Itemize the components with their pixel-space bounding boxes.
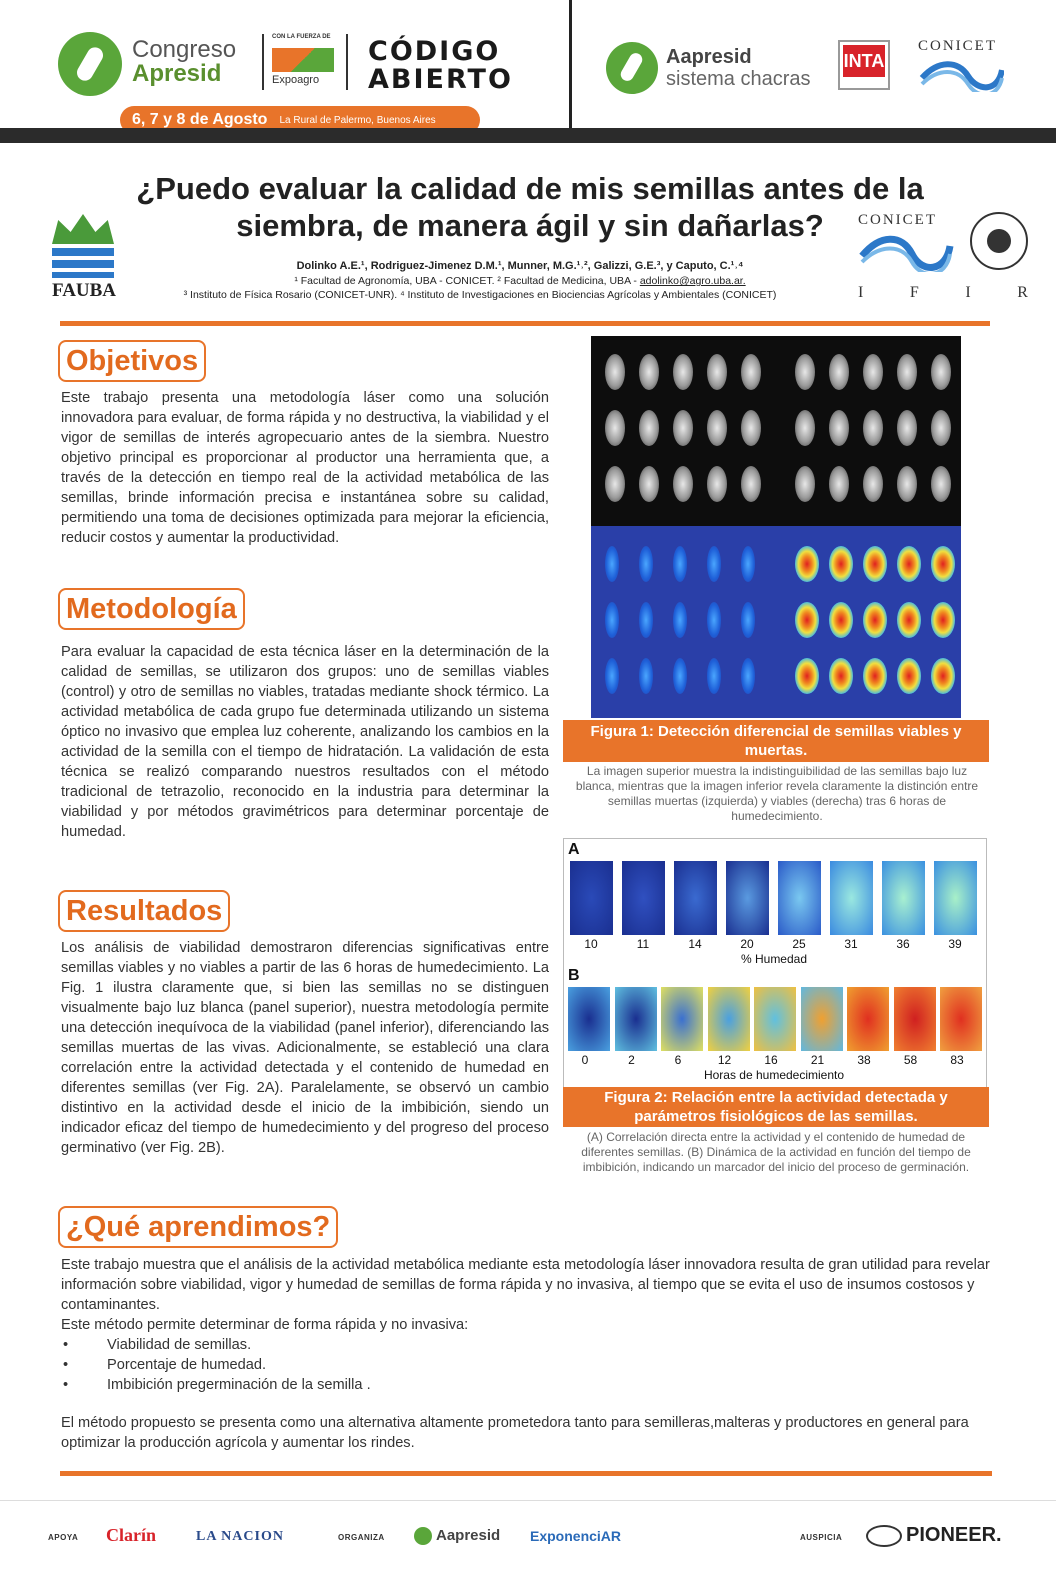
objetivos-heading: Objetivos: [58, 340, 206, 382]
seed-image: [795, 466, 815, 502]
codigo-line1: CÓDIGO: [368, 36, 501, 67]
apoya-label: APOYA: [48, 1533, 79, 1542]
viable-seed-laser: [863, 546, 887, 582]
imbibition-tile: [940, 987, 982, 1051]
aapresid-chacras-title: [666, 46, 811, 90]
seed-image: [863, 466, 883, 502]
fauba-logo: [52, 214, 116, 300]
imbibition-tile: [894, 987, 936, 1051]
aapresid-line1: Aapresid: [666, 46, 752, 68]
figure2-a-tick-label: 36: [896, 937, 910, 951]
viable-seed-laser: [897, 546, 921, 582]
dead-seed-laser: [673, 602, 687, 638]
dead-seed-laser: [605, 658, 619, 694]
conicet-wave-icon: [918, 58, 1004, 92]
seed-image: [829, 354, 849, 390]
imbibition-tile: [568, 987, 610, 1051]
viable-seed-laser: [863, 658, 887, 694]
unr-seal-icon: [970, 212, 1028, 270]
seed-image: [897, 466, 917, 502]
figure2-b-tick-label: 38: [857, 1053, 871, 1067]
dead-seed-laser: [639, 658, 653, 694]
viable-seed-laser: [931, 546, 955, 582]
organiza-label: ORGANIZA: [338, 1533, 385, 1542]
humidity-tile: [622, 861, 665, 935]
congreso-title: [132, 38, 236, 86]
seed-image: [605, 354, 625, 390]
figure2-b-tick-label: 6: [674, 1053, 682, 1067]
dead-seed-laser: [605, 602, 619, 638]
list-item: • Imbibición pregerminación de la semilla .: [61, 1375, 661, 1395]
metodologia-heading: Metodología: [58, 588, 245, 630]
dead-seed-laser: [673, 658, 687, 694]
header-divider: [262, 34, 264, 90]
conicet-logo-label: CONICET: [858, 212, 937, 228]
imbibition-tile: [754, 987, 796, 1051]
humidity-tile: [830, 861, 873, 935]
seed-image: [707, 354, 727, 390]
imbibition-tile: [615, 987, 657, 1051]
dead-seed-laser: [707, 546, 721, 582]
title-line2: siembra, de manera ágil y sin dañarlas?: [236, 208, 824, 243]
congreso-line2: Apresid: [132, 60, 222, 87]
figure1-laser-panel: [591, 526, 961, 718]
ifir-letter: F: [909, 284, 919, 301]
dead-seed-laser: [707, 658, 721, 694]
viable-seed-laser: [931, 658, 955, 694]
imbibition-tile: [847, 987, 889, 1051]
seed-image: [931, 354, 951, 390]
viable-seed-laser: [795, 546, 819, 582]
viable-seed-laser: [829, 602, 853, 638]
seed-image: [639, 410, 659, 446]
seed-image: [707, 410, 727, 446]
list-item: • Viabilidad de semillas.: [61, 1335, 661, 1355]
sponsors-footer: [0, 1500, 1056, 1584]
dead-seed-laser: [673, 546, 687, 582]
inta-label: INTA: [843, 45, 885, 77]
figure2-b-tick-label: 12: [717, 1053, 732, 1067]
codigo-line2: ABIERTO: [368, 64, 513, 95]
figure1-white-light-panel: [591, 336, 961, 526]
title-line1: ¿Puedo evaluar la calidad de mis semillas antes de la: [136, 171, 924, 206]
dead-seed-laser: [741, 658, 755, 694]
figure1-caption-title: Figura 1: Detección diferencial de semillas viables y muertas.: [563, 720, 989, 762]
figure2-a-tick-label: 10: [584, 937, 598, 951]
affiliations-line1: [120, 275, 920, 287]
figure2-b-tick-label: 21: [810, 1053, 825, 1067]
seed-image: [741, 354, 761, 390]
affiliation-text: ¹ Facultad de Agronomía, UBA - CONICET. ² Facultad de Medicina, UBA -: [294, 275, 640, 287]
figure2-b-tick-label: 83: [950, 1053, 964, 1067]
seed-image: [605, 466, 625, 502]
seed-image: [863, 410, 883, 446]
viable-seed-laser: [829, 546, 853, 582]
la-nacion-logo: LA NACION: [196, 1529, 284, 1544]
viable-seed-laser: [829, 658, 853, 694]
resultados-heading: Resultados: [58, 890, 230, 932]
fauba-label: FAUBA: [52, 280, 117, 301]
ifir-letter: R: [1017, 284, 1028, 301]
expoagro-label: Expoagro: [272, 74, 320, 86]
seed-image: [829, 410, 849, 446]
dead-seed-laser: [741, 602, 755, 638]
list-item: • Porcentaje de humedad.: [61, 1355, 661, 1375]
seed-image: [795, 410, 815, 446]
bottom-orange-rule: [60, 1471, 992, 1476]
con-la-fuerza-label: CON LA FUERZA DE: [272, 34, 331, 40]
seed-image: [707, 466, 727, 502]
dead-seed-laser: [707, 602, 721, 638]
aprendimos-bullet-list: [61, 1335, 661, 1395]
seed-image: [673, 466, 693, 502]
conicet-header-label: CONICET: [918, 38, 997, 54]
viable-seed-laser: [795, 658, 819, 694]
aapresid-footer-logo: Aapresid: [436, 1527, 501, 1544]
resultados-text: Los análisis de viabilidad demostraron diferencias significativas entre semillas viables y no viables a partir de las 6 horas de humedecimiento. La Fig. 1 ilustra claramente que, si bien las semillas no se distinguen visualmente bajo luz blanca (panel superior), nuestra metodología permite una detección inequívoca de la viabilidad (panel inferior), diferenciando las semillas muertas de las vivas. Adicionalmente, se estableció una clara correlación entre la actividad detectada y el contenido de humedad en diferentes semillas (ver Fig. 2A). Paralelamente, se observó un cambio distintivo en la actividad desde el inicio de la imbibición, siendo un indicador eficaz del tiempo de humedecimiento y del progreso del proceso germinativo (ver Fig. 2B).: [61, 940, 549, 1156]
humidity-tile: [882, 861, 925, 935]
affiliations-line2: ³ Instituto de Física Rosario (CONICET-UNR). ⁴ Instituto de Investigaciones en Biociencias Agrícolas y Ambientales (CONICET): [183, 289, 777, 301]
imbibition-tile: [661, 987, 703, 1051]
header-divider: [346, 34, 348, 90]
aprendimos-text3: El método propuesto se presenta como una alternativa altamente prometedora tanto para semilleras,malteras y productores en general para optimizar la producción agrícola y aumentar los rindes.: [61, 1415, 969, 1451]
figure2-a-tick-label: 25: [792, 937, 806, 951]
figure2-b-tick-label: 0: [581, 1053, 589, 1067]
viable-seed-laser: [897, 658, 921, 694]
top-orange-rule: [60, 321, 990, 326]
congreso-line1: Congreso: [132, 36, 237, 63]
event-place: La Rural de Palermo, Buenos Aires: [279, 114, 436, 126]
seed-image: [639, 466, 659, 502]
figure2-b-tick-label: 16: [764, 1053, 778, 1067]
exponencial-logo: ExponenciAR: [530, 1528, 622, 1544]
seed-image: [741, 410, 761, 446]
figure2-panel: [563, 838, 987, 1088]
figure2-a-tick-label: 20: [740, 937, 754, 951]
objetivos-text: Este trabajo presenta una metodología láser como una solución innovadora para evaluar, de forma rápida y no destructiva, la viabilidad y el vigor de semillas de interés agropecuario antes de la siembra. Nuestro objetivo principal es proporcionar al productor una herramienta que, a través de la detección en tiempo real de la actividad metabólica de las semillas, brinde información precisa e instantánea sobre su calidad, permitiendo una toma de decisiones optimizada para mejorar la eficiencia, reducir costos y aumentar la productividad.: [61, 390, 549, 546]
figure2-caption-text: (A) Correlación directa entre la actividad y el contenido de humedad de diferentes semillas. (B) Dinámica de la actividad en función del tiempo de imbibición, indicando un marcador del inicio del proceso de germinación.: [581, 1130, 971, 1174]
seed-image: [863, 354, 883, 390]
author-email-link[interactable]: adolinko@agro.uba.ar.: [639, 275, 746, 287]
codigo-abierto-title: [368, 38, 513, 94]
figure2-b-tick-label: 2: [628, 1053, 635, 1067]
aprendimos-heading: ¿Qué aprendimos?: [58, 1206, 338, 1248]
dead-seed-laser: [639, 546, 653, 582]
ifir-letter: I: [965, 284, 971, 301]
seed-image: [639, 354, 659, 390]
figure2-b-tick-label: 58: [903, 1053, 918, 1067]
clarin-logo: Clarín: [106, 1525, 157, 1545]
seed-image: [897, 354, 917, 390]
figure2-caption-title: Figura 2: Relación entre la actividad detectada y parámetros fisiológicos de las semillas.: [563, 1087, 989, 1127]
figure2-a-tick-label: 39: [948, 937, 962, 951]
humidity-tile: [726, 861, 769, 935]
aapresid-footer-leaf-icon: [414, 1527, 432, 1545]
figure2-a-tick-label: 31: [844, 937, 858, 951]
humidity-tile: [674, 861, 717, 935]
humidity-tile: [778, 861, 821, 935]
dead-seed-laser: [605, 546, 619, 582]
figure2-a-axis-label: % Humedad: [740, 952, 808, 966]
figure2-panel-b-label: B: [568, 967, 580, 984]
viable-seed-laser: [863, 602, 887, 638]
expoagro-logo-icon: [272, 48, 334, 72]
header-congreso-block: [0, 0, 572, 128]
dead-seed-laser: [741, 546, 755, 582]
authors-line: Dolinko A.E.¹, Rodriguez-Jimenez D.M.¹, Munner, M.G.¹˒², Galizzi, G.E.³, y Caputo, C.¹˒⁴: [296, 260, 744, 272]
pioneer-oval-icon: [866, 1525, 902, 1547]
imbibition-tile: [708, 987, 750, 1051]
event-date: 6, 7 y 8 de Agosto: [132, 111, 268, 128]
poster-header: [0, 0, 1056, 145]
pioneer-logo: PIONEER.: [906, 1524, 1002, 1546]
seed-image: [795, 354, 815, 390]
imbibition-tile: [801, 987, 843, 1051]
aapresid-leaf-icon: [606, 42, 658, 94]
inta-logo: [838, 40, 890, 90]
figure2-a-tick-label: 11: [636, 937, 650, 951]
dead-seed-laser: [639, 602, 653, 638]
viable-seed-laser: [897, 602, 921, 638]
metodologia-text: Para evaluar la capacidad de esta técnica láser en la determinación de la calidad de semillas, se utilizaron dos grupos: uno de semillas viables (control) y otro de semillas no viables, tratadas mediante shock térmico. La actividad metabólica de cada grupo fue determinada utilizando un sistema óptico no invasivo que emplea luz coherente, analizando los cambios en la actividad de la semilla con el tiempo de hidratación. La validación de esta técnica se realizó comparando nuestros resultados con el método tradicional de tetrazolio, reconocido en la industria para determinar la viabilidad y por métodos gravimétricos para determinar porcentaje de humedad.: [61, 644, 549, 840]
auspicia-label: AUSPICIA: [800, 1533, 843, 1542]
seed-image: [673, 354, 693, 390]
seed-image: [605, 410, 625, 446]
humidity-tile: [934, 861, 977, 935]
seed-image: [931, 466, 951, 502]
seed-image: [741, 466, 761, 502]
seed-image: [829, 466, 849, 502]
figure2-b-axis-label: Horas de humedecimiento: [703, 1068, 845, 1082]
seed-image: [931, 410, 951, 446]
figure1-caption-text: La imagen superior muestra la indistinguibilidad de las semillas bajo luz blanca, mientras que la imagen inferior revela claramente la distinción entre semillas muertas (izquierda) y viables (derecha) tras 6 horas de humedecimiento.: [575, 764, 979, 823]
viable-seed-laser: [931, 602, 955, 638]
header-dark-bar: [0, 128, 1056, 143]
ifir-letter: I: [858, 284, 864, 301]
aapresid-line2: sistema chacras: [666, 68, 811, 90]
humidity-tile: [570, 861, 613, 935]
viable-seed-laser: [795, 602, 819, 638]
figure2-a-tick-label: 14: [688, 937, 702, 951]
aprendimos-text1: Este trabajo muestra que el análisis de la actividad metabólica mediante esta metodología láser innovadora resulta de gran utilidad para revelar información sobre viabilidad, vigor y humedad de semillas de forma rápida y no invasiva, al tiempo que se evita el uso de insumos costosos y contaminantes.: [61, 1257, 990, 1313]
seed-image: [673, 410, 693, 446]
congreso-leaf-icon: [58, 32, 122, 96]
aprendimos-text2: Este método permite determinar de forma rápida y no invasiva:: [61, 1317, 469, 1333]
seed-image: [897, 410, 917, 446]
figure2-panel-a-label: A: [568, 841, 580, 858]
